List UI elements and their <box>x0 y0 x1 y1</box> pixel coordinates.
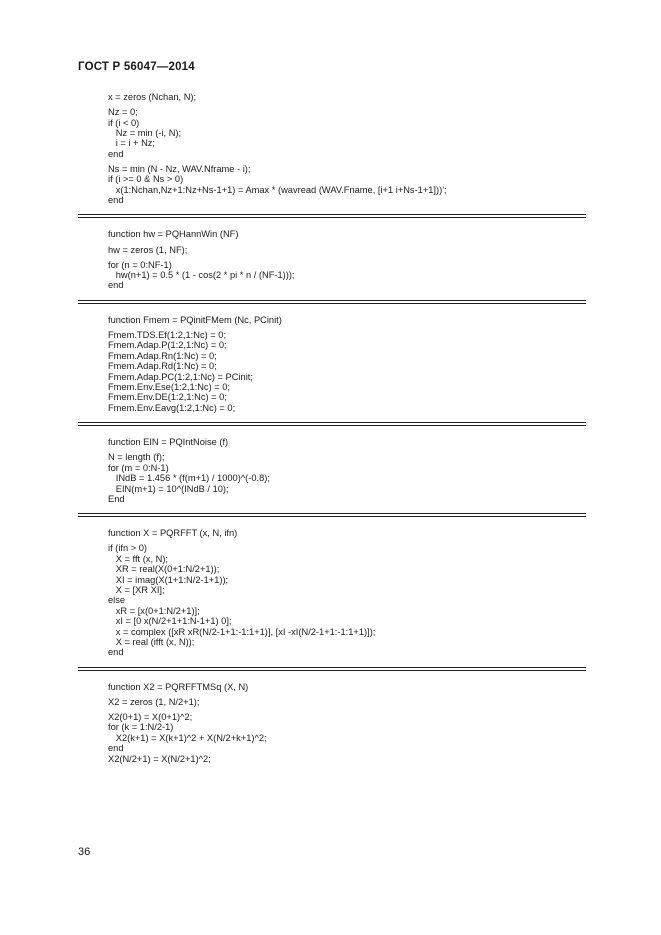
code-line: X2(0+1) = X(0+1)^2; <box>108 712 193 723</box>
block-separator <box>78 300 586 304</box>
code-line: end <box>108 195 124 206</box>
code-line: function X = PQRFFT (x, N, ifn) <box>108 528 238 539</box>
code-line: x = complex ([xR xR(N/2-1+1:-1:1+1)], [xI -xI(N/2-1+1:-1:1+1)]); <box>108 626 376 637</box>
code-line: if (i >= 0 & Ns > 0) <box>108 174 184 185</box>
code-line: Nz = 0; <box>108 107 138 118</box>
code-line: end <box>108 743 124 754</box>
code-line: EIN(m+1) = 10^(INdB / 10); <box>108 483 229 494</box>
code-line: Fmem.Env.Eavg(1:2,1:Nc) = 0; <box>108 402 236 413</box>
code-listing <box>78 92 586 764</box>
code-line: for (m = 0:N-1) <box>108 462 169 473</box>
code-line: Fmem.Adap.Rd(1:Nc) = 0; <box>108 361 217 372</box>
code-line: xI = [0 x(N/2+1+1:N-1+1) 0]; <box>108 616 232 627</box>
code-line: function EIN = PQIntNoise (f) <box>108 437 229 448</box>
code-block <box>78 437 586 504</box>
code-line: N = length (f); <box>108 452 165 463</box>
code-block <box>78 229 586 290</box>
code-block <box>78 315 586 413</box>
code-line: Ns = min (N - Nz, WAV.Nframe - i); <box>108 163 251 174</box>
document-header: ГОСТ Р 56047—2014 <box>78 61 195 73</box>
code-line: INdB = 1.456 * (f(m+1) / 1000)^(-0.8); <box>108 473 270 484</box>
code-line: Fmem.Adap.P(1:2,1:Nc) = 0; <box>108 340 227 351</box>
code-line: Fmem.Env.Ese(1:2,1:Nc) = 0; <box>108 381 231 392</box>
code-line: Fmem.Env.DE(1:2,1:Nc) = 0; <box>108 392 227 403</box>
code-line: X2(k+1) = X(k+1)^2 + X(N/2+k+1)^2; <box>108 732 267 743</box>
code-line: function hw = PQHannWin (NF) <box>108 229 239 240</box>
code-line: End <box>108 493 125 504</box>
code-line: hw(n+1) = 0.5 * (1 - cos(2 * pi * n / (NF-1))); <box>108 270 295 281</box>
code-line: end <box>108 148 124 159</box>
code-line: hw = zeros (1, NF); <box>108 244 188 255</box>
code-block <box>78 92 586 205</box>
code-line: Fmem.TDS.Ef(1:2,1:Nc) = 0; <box>108 329 227 340</box>
code-line: xR = [x(0+1:N/2+1)]; <box>108 605 200 616</box>
code-line: end <box>108 647 124 658</box>
code-line: X2(N/2+1) = X(N/2+1)^2; <box>108 753 211 764</box>
code-line: for (k = 1:N/2-1) <box>108 722 174 733</box>
code-line: function X2 = PQRFFTMSq (X, N) <box>108 681 249 692</box>
code-line: x(1:Nchan,Nz+1:Nz+Ns-1+1) = Amax * (wavread (WAV.Fname, [i+1 i+Ns-1+1]))'; <box>108 184 447 195</box>
code-line: Nz = min (-i, N); <box>108 127 182 138</box>
code-line: end <box>108 280 124 291</box>
page-number: 36 <box>78 846 91 858</box>
code-line: X = fft (x, N); <box>108 553 169 564</box>
code-line: for (n = 0:NF-1) <box>108 259 172 270</box>
code-line: X = [XR XI]; <box>108 585 165 596</box>
code-line: Fmem.Adap.Rn(1:Nc) = 0; <box>108 350 217 361</box>
code-line: X = real (ifft (x, N)); <box>108 637 195 648</box>
code-line: function Fmem = PQinitFMem (Nc, PCinit) <box>108 314 282 325</box>
code-line: X2 = zeros (1, N/2+1); <box>108 696 200 707</box>
block-separator <box>78 513 586 517</box>
code-line: XI = imag(X(1+1:N/2-1+1)); <box>108 574 229 585</box>
code-line: if (ifn > 0) <box>108 543 148 554</box>
block-separator <box>78 667 586 671</box>
code-line: else <box>108 595 126 606</box>
block-separator <box>78 422 586 426</box>
code-line: x = zeros (Nchan, N); <box>108 92 197 102</box>
code-block <box>78 528 586 658</box>
code-line: if (i < 0) <box>108 117 140 128</box>
code-line: XR = real(X(0+1:N/2+1)); <box>108 564 220 575</box>
block-separator <box>78 214 586 218</box>
code-line: i = i + Nz; <box>108 138 156 149</box>
code-line: Fmem.Adap.PC(1:2,1:Nc) = PCinit; <box>108 371 253 382</box>
code-block <box>78 682 586 764</box>
